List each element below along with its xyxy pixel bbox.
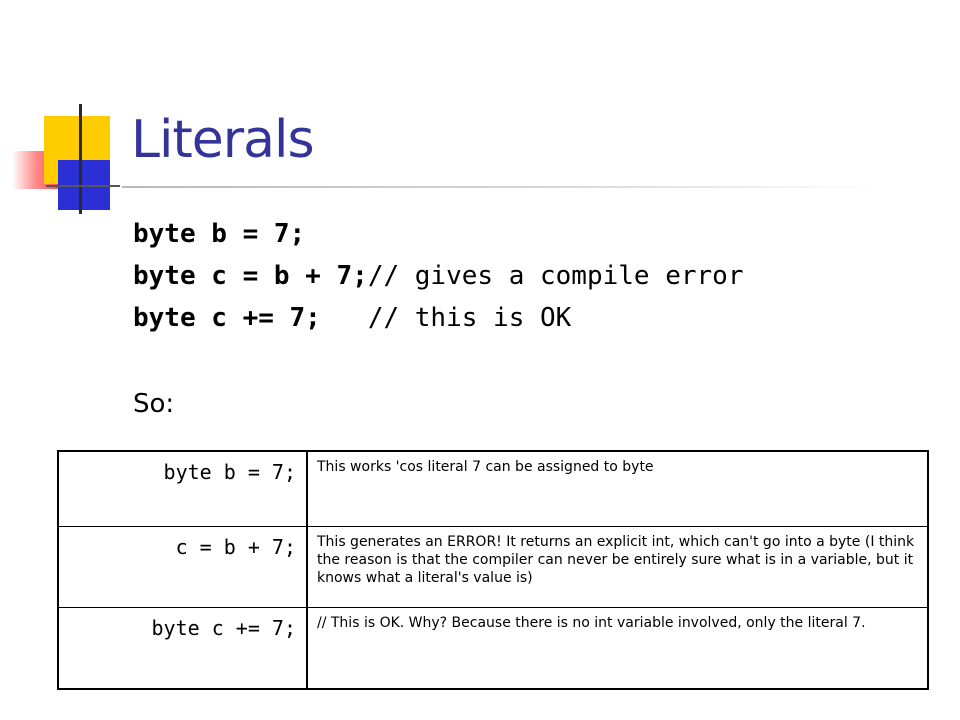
table-row — [58, 608, 928, 690]
table-row — [58, 527, 928, 608]
table-code-cell: byte c += 7; — [151, 616, 296, 640]
title-underline — [122, 186, 882, 188]
code-comment: // this is OK — [367, 303, 572, 333]
code-line-2 — [133, 263, 744, 289]
table-description-cell: // This is OK. Why? Because there is no int variable involved, only the literal 7. — [317, 615, 866, 631]
slide-title: Literals — [131, 110, 314, 170]
table-code-cell: byte b = 7; — [163, 460, 296, 484]
logo-vertical-line — [79, 104, 82, 214]
so-label: So: — [133, 389, 175, 419]
code-line-1 — [133, 221, 305, 247]
code-comment: // gives a compile error — [367, 261, 744, 291]
code-statement: byte c += 7; — [133, 303, 368, 333]
code-line-3 — [133, 305, 571, 331]
code-statement: byte b = 7; — [133, 219, 306, 249]
logo-horizontal-line — [46, 185, 120, 187]
table-description-cell: This generates an ERROR! It returns an explicit int, which can't go into a byte (I think the reason is that the compiler can never be entirely sure what is in a variable, but it knows what a literal's value is) — [317, 534, 915, 586]
table-description-cell: This works 'cos literal 7 can be assigned to byte — [317, 459, 654, 475]
examples-table — [57, 450, 929, 690]
code-statement: byte c = b + 7; — [133, 261, 368, 291]
table-code-cell: c = b + 7; — [175, 535, 296, 559]
table-row — [58, 451, 928, 527]
